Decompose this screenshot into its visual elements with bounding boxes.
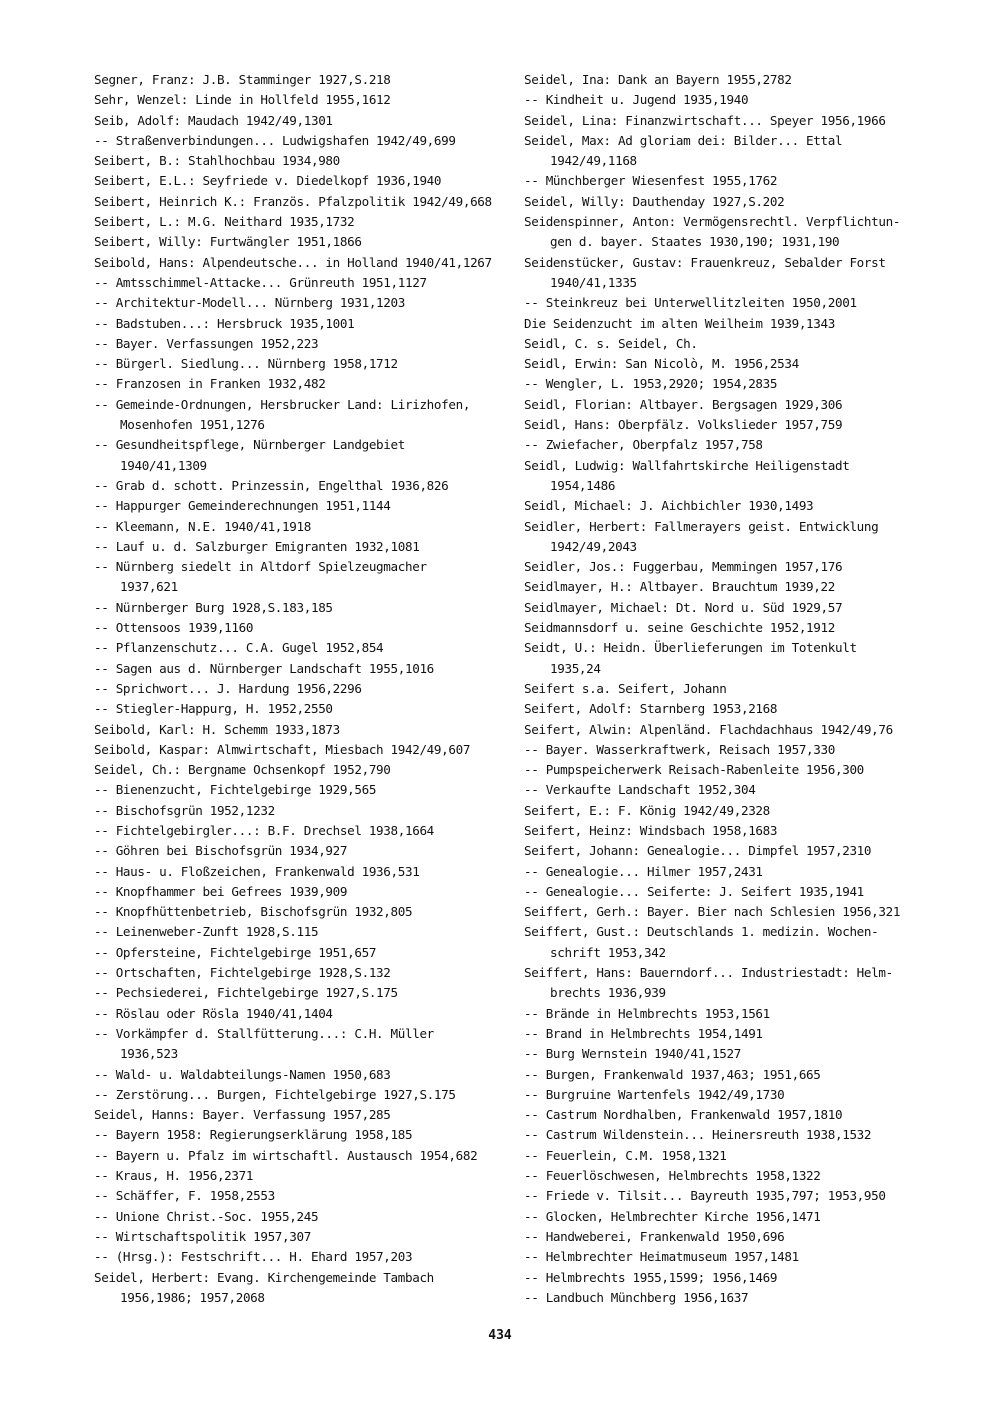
- index-entry-continuation: 1942/49,2043: [550, 538, 637, 554]
- index-entry: -- Schäffer, F. 1958,2553: [94, 1188, 275, 1204]
- index-entry: Seidenstücker, Gustav: Frauenkreuz, Sebalder Forst: [524, 254, 886, 270]
- index-entry: -- Bischofsgrün 1952,1232: [94, 802, 275, 818]
- index-entry: -- Bayer. Wasserkraftwerk, Reisach 1957,330: [524, 741, 835, 757]
- index-entry: -- Sprichwort... J. Hardung 1956,2296: [94, 680, 362, 696]
- index-entry: -- Bürgerl. Siedlung... Nürnberg 1958,1712: [94, 356, 398, 372]
- index-entry-continuation: gen d. bayer. Staates 1930,190; 1931,190: [550, 234, 840, 250]
- index-entry: Seibold, Hans: Alpendeutsche... in Holland 1940/41,1267: [94, 254, 492, 270]
- index-entry: -- Castrum Wildenstein... Heinersreuth 1938,1532: [524, 1127, 872, 1143]
- index-entry: -- Straßenverbindungen... Ludwigshafen 1942/49,699: [94, 132, 456, 148]
- index-entry: Seidt, U.: Heidn. Überlieferungen im Totenkult: [524, 640, 857, 656]
- index-entry: -- Badstuben...: Hersbruck 1935,1001: [94, 315, 355, 331]
- index-entry: Seifert, Alwin: Alpenländ. Flachdachhaus 1942/49,76: [524, 721, 893, 737]
- index-entry: Seidenspinner, Anton: Vermögensrechtl. Verpflichtun-: [524, 214, 901, 230]
- index-entry: -- Knopfhüttenbetrieb, Bischofsgrün 1932,805: [94, 904, 413, 920]
- index-entry: -- Fichtelgebirgler...: B.F. Drechsel 1938,1664: [94, 822, 434, 838]
- index-entry: -- Genealogie... Seiferte: J. Seifert 1935,1941: [524, 883, 864, 899]
- index-entry: -- Pumpspeicherwerk Reisach-Rabenleite 1956,300: [524, 762, 864, 778]
- index-entry: Seifert, Johann: Genealogie... Dimpfel 1957,2310: [524, 843, 872, 859]
- index-entry-continuation: Mosenhofen 1951,1276: [120, 417, 265, 433]
- index-entry: Seiffert, Gust.: Deutschlands 1. medizin. Wochen-: [524, 924, 879, 940]
- index-entry: Sehr, Wenzel: Linde in Hollfeld 1955,1612: [94, 92, 391, 108]
- index-entry: -- Lauf u. d. Salzburger Emigranten 1932,1081: [94, 538, 420, 554]
- index-entry: -- Brand in Helmbrechts 1954,1491: [524, 1025, 763, 1041]
- index-entry: Seidel, Max: Ad gloriam dei: Bilder... Ettal: [524, 132, 843, 148]
- index-entry: -- Genealogie... Hilmer 1957,2431: [524, 863, 763, 879]
- index-entry: -- Münchberger Wiesenfest 1955,1762: [524, 173, 778, 189]
- index-entry: -- Wengler, L. 1953,2920; 1954,2835: [524, 376, 778, 392]
- index-entry: -- Göhren bei Bischofsgrün 1934,927: [94, 843, 348, 859]
- index-entry: -- Zerstörung... Burgen, Fichtelgebirge 1927,S.175: [94, 1086, 456, 1102]
- page-number: 434: [488, 1328, 512, 1343]
- index-entry: -- Feuerlöschwesen, Helmbrechts 1958,1322: [524, 1168, 821, 1184]
- index-entry: -- Happurger Gemeinderechnungen 1951,1144: [94, 498, 391, 514]
- index-entry-continuation: 1936,523: [120, 1046, 178, 1062]
- index-entry: Seibert, B.: Stahlhochbau 1934,980: [94, 153, 340, 169]
- index-entry: -- Bienenzucht, Fichtelgebirge 1929,565: [94, 782, 377, 798]
- index-entry: -- Bayern u. Pfalz im wirtschaftl. Austausch 1954,682: [94, 1147, 478, 1163]
- index-entry: -- Nürnberger Burg 1928,S.183,185: [94, 599, 333, 615]
- index-entry: -- Burg Wernstein 1940/41,1527: [524, 1046, 741, 1062]
- index-entry: -- Grab d. schott. Prinzessin, Engelthal 1936,826: [94, 477, 449, 493]
- index-entry: -- Haus- u. Floßzeichen, Frankenwald 1936,531: [94, 863, 420, 879]
- index-entry: -- Knopfhammer bei Gefrees 1939,909: [94, 883, 348, 899]
- index-entry: Seifert, Adolf: Starnberg 1953,2168: [524, 701, 778, 717]
- index-entry: Seidmannsdorf u. seine Geschichte 1952,1912: [524, 620, 835, 636]
- index-entry: -- Wirtschaftspolitik 1957,307: [94, 1228, 311, 1244]
- index-entry: -- Feuerlein, C.M. 1958,1321: [524, 1147, 727, 1163]
- index-entry: Seidel, Ch.: Bergname Ochsenkopf 1952,790: [94, 762, 391, 778]
- index-entry: Seidler, Jos.: Fuggerbau, Memmingen 1957,176: [524, 559, 843, 575]
- index-entry: Seidlmayer, Michael: Dt. Nord u. Süd 1929,57: [524, 599, 843, 615]
- index-entry-continuation: brechts 1936,939: [550, 985, 666, 1001]
- index-entry: -- Brände in Helmbrechts 1953,1561: [524, 1005, 770, 1021]
- index-entry: -- Steinkreuz bei Unterwellitzleiten 1950,2001: [524, 295, 857, 311]
- index-entry-continuation: 1940/41,1309: [120, 457, 207, 473]
- index-entry: Seifert, E.: F. König 1942/49,2328: [524, 802, 770, 818]
- index-entry: Seiffert, Hans: Bauerndorf... Industriestadt: Helm-: [524, 965, 893, 981]
- index-entry: -- Ortschaften, Fichtelgebirge 1928,S.132: [94, 965, 391, 981]
- index-entry: Seidel, Hanns: Bayer. Verfassung 1957,285: [94, 1107, 391, 1123]
- index-entry: Seidl, Erwin: San Nicolò, M. 1956,2534: [524, 356, 799, 372]
- index-entry: Seib, Adolf: Maudach 1942/49,1301: [94, 112, 333, 128]
- index-entry: Seiffert, Gerh.: Bayer. Bier nach Schlesien 1956,321: [524, 904, 901, 920]
- left-column: [94, 70, 504, 1308]
- index-entry: Seibold, Karl: H. Schemm 1933,1873: [94, 721, 340, 737]
- index-entry: Die Seidenzucht im alten Weilheim 1939,1343: [524, 315, 835, 331]
- index-entry: -- Kindheit u. Jugend 1935,1940: [524, 92, 749, 108]
- index-entry: -- Friede v. Tilsit... Bayreuth 1935,797; 1953,950: [524, 1188, 886, 1204]
- index-entry: -- Kraus, H. 1956,2371: [94, 1168, 254, 1184]
- index-entry: -- Wald- u. Waldabteilungs-Namen 1950,683: [94, 1066, 391, 1082]
- index-entry: -- Vorkämpfer d. Stallfütterung...: C.H. Müller: [94, 1025, 434, 1041]
- index-entry: Seibert, L.: M.G. Neithard 1935,1732: [94, 214, 355, 230]
- index-entry: -- Glocken, Helmbrechter Kirche 1956,1471: [524, 1208, 821, 1224]
- right-column: [524, 70, 924, 1308]
- index-entry: Seidlmayer, H.: Altbayer. Brauchtum 1939,22: [524, 579, 835, 595]
- index-entry-continuation: 1956,1986; 1957,2068: [120, 1289, 265, 1305]
- index-entry: Seifert s.a. Seifert, Johann: [524, 680, 727, 696]
- index-entry: -- Röslau oder Rösla 1940/41,1404: [94, 1005, 333, 1021]
- index-entry: Seidl, Ludwig: Wallfahrtskirche Heiligenstadt: [524, 457, 850, 473]
- index-entry: Seibert, Willy: Furtwängler 1951,1866: [94, 234, 362, 250]
- index-entry: -- Ottensoos 1939,1160: [94, 620, 254, 636]
- index-entry: -- Verkaufte Landschaft 1952,304: [524, 782, 756, 798]
- index-entry: Seidl, Hans: Oberpfälz. Volkslieder 1957,759: [524, 417, 843, 433]
- index-entry: -- Leinenweber-Zunft 1928,S.115: [94, 924, 319, 940]
- index-entry-continuation: 1937,621: [120, 579, 178, 595]
- index-entry: Seidler, Herbert: Fallmerayers geist. Entwicklung: [524, 518, 879, 534]
- index-entry-continuation: 1940/41,1335: [550, 274, 637, 290]
- index-entry: Seidel, Willy: Dauthenday 1927,S.202: [524, 193, 785, 209]
- index-entry: Segner, Franz: J.B. Stamminger 1927,S.218: [94, 72, 391, 87]
- index-entry: -- Bayer. Verfassungen 1952,223: [94, 335, 319, 351]
- index-entry: -- Unione Christ.-Soc. 1955,245: [94, 1208, 319, 1224]
- index-entry: Seidel, Lina: Finanzwirtschaft... Speyer 1956,1966: [524, 112, 886, 128]
- index-entry: -- Bayern 1958: Regierungserklärung 1958,185: [94, 1127, 413, 1143]
- index-entry: -- Opfersteine, Fichtelgebirge 1951,657: [94, 944, 377, 960]
- index-entry: -- Sagen aus d. Nürnberger Landschaft 1955,1016: [94, 660, 434, 676]
- index-entry-continuation: 1942/49,1168: [550, 153, 637, 169]
- index-entry: Seidel, Ina: Dank an Bayern 1955,2782: [524, 72, 792, 87]
- index-entry: Seifert, Heinz: Windsbach 1958,1683: [524, 822, 778, 838]
- index-entry: -- Helmbrechts 1955,1599; 1956,1469: [524, 1269, 778, 1285]
- index-entry: -- Pechsiederei, Fichtelgebirge 1927,S.175: [94, 985, 398, 1001]
- index-entry: -- Nürnberg siedelt in Altdorf Spielzeugmacher: [94, 559, 427, 575]
- index-entry: -- Gemeinde-Ordnungen, Hersbrucker Land: Lirizhofen,: [94, 396, 471, 412]
- index-entry: -- Amtsschimmel-Attacke... Grünreuth 1951,1127: [94, 274, 427, 290]
- index-entry: -- Handweberei, Frankenwald 1950,696: [524, 1228, 785, 1244]
- index-entry: -- Burgruine Wartenfels 1942/49,1730: [524, 1086, 785, 1102]
- index-entry-continuation: 1954,1486: [550, 477, 616, 493]
- index-entry: -- (Hrsg.): Festschrift... H. Ehard 1957,203: [94, 1249, 413, 1265]
- index-entry: Seibold, Kaspar: Almwirtschaft, Miesbach 1942/49,607: [94, 741, 471, 757]
- index-entry: -- Zwiefacher, Oberpfalz 1957,758: [524, 437, 763, 453]
- index-entry: -- Helmbrechter Heimatmuseum 1957,1481: [524, 1249, 799, 1265]
- index-entry: -- Burgen, Frankenwald 1937,463; 1951,665: [524, 1066, 821, 1082]
- index-entry: Seidl, Michael: J. Aichbichler 1930,1493: [524, 498, 814, 514]
- index-entry: Seidel, Herbert: Evang. Kirchengemeinde Tambach: [94, 1269, 434, 1285]
- index-entry: Seidl, C. s. Seidel, Ch.: [524, 335, 698, 351]
- index-entry: -- Franzosen in Franken 1932,482: [94, 376, 326, 392]
- index-entry: -- Kleemann, N.E. 1940/41,1918: [94, 518, 311, 534]
- index-entry: Seibert, Heinrich K.: Französ. Pfalzpolitik 1942/49,668: [94, 193, 492, 209]
- index-entry: -- Castrum Nordhalben, Frankenwald 1957,1810: [524, 1107, 843, 1123]
- index-entry: Seibert, E.L.: Seyfriede v. Diedelkopf 1936,1940: [94, 173, 442, 189]
- index-entry-continuation: 1935,24: [550, 660, 601, 676]
- index-entry: -- Gesundheitspflege, Nürnberger Landgebiet: [94, 437, 405, 453]
- index-entry-continuation: schrift 1953,342: [550, 944, 666, 960]
- index-entry: -- Pflanzenschutz... C.A. Gugel 1952,854: [94, 640, 384, 656]
- index-entry: -- Stiegler-Happurg, H. 1952,2550: [94, 701, 333, 717]
- index-entry: Seidl, Florian: Altbayer. Bergsagen 1929,306: [524, 396, 843, 412]
- index-entry: -- Landbuch Münchberg 1956,1637: [524, 1289, 749, 1305]
- index-entry: -- Architektur-Modell... Nürnberg 1931,1203: [94, 295, 405, 311]
